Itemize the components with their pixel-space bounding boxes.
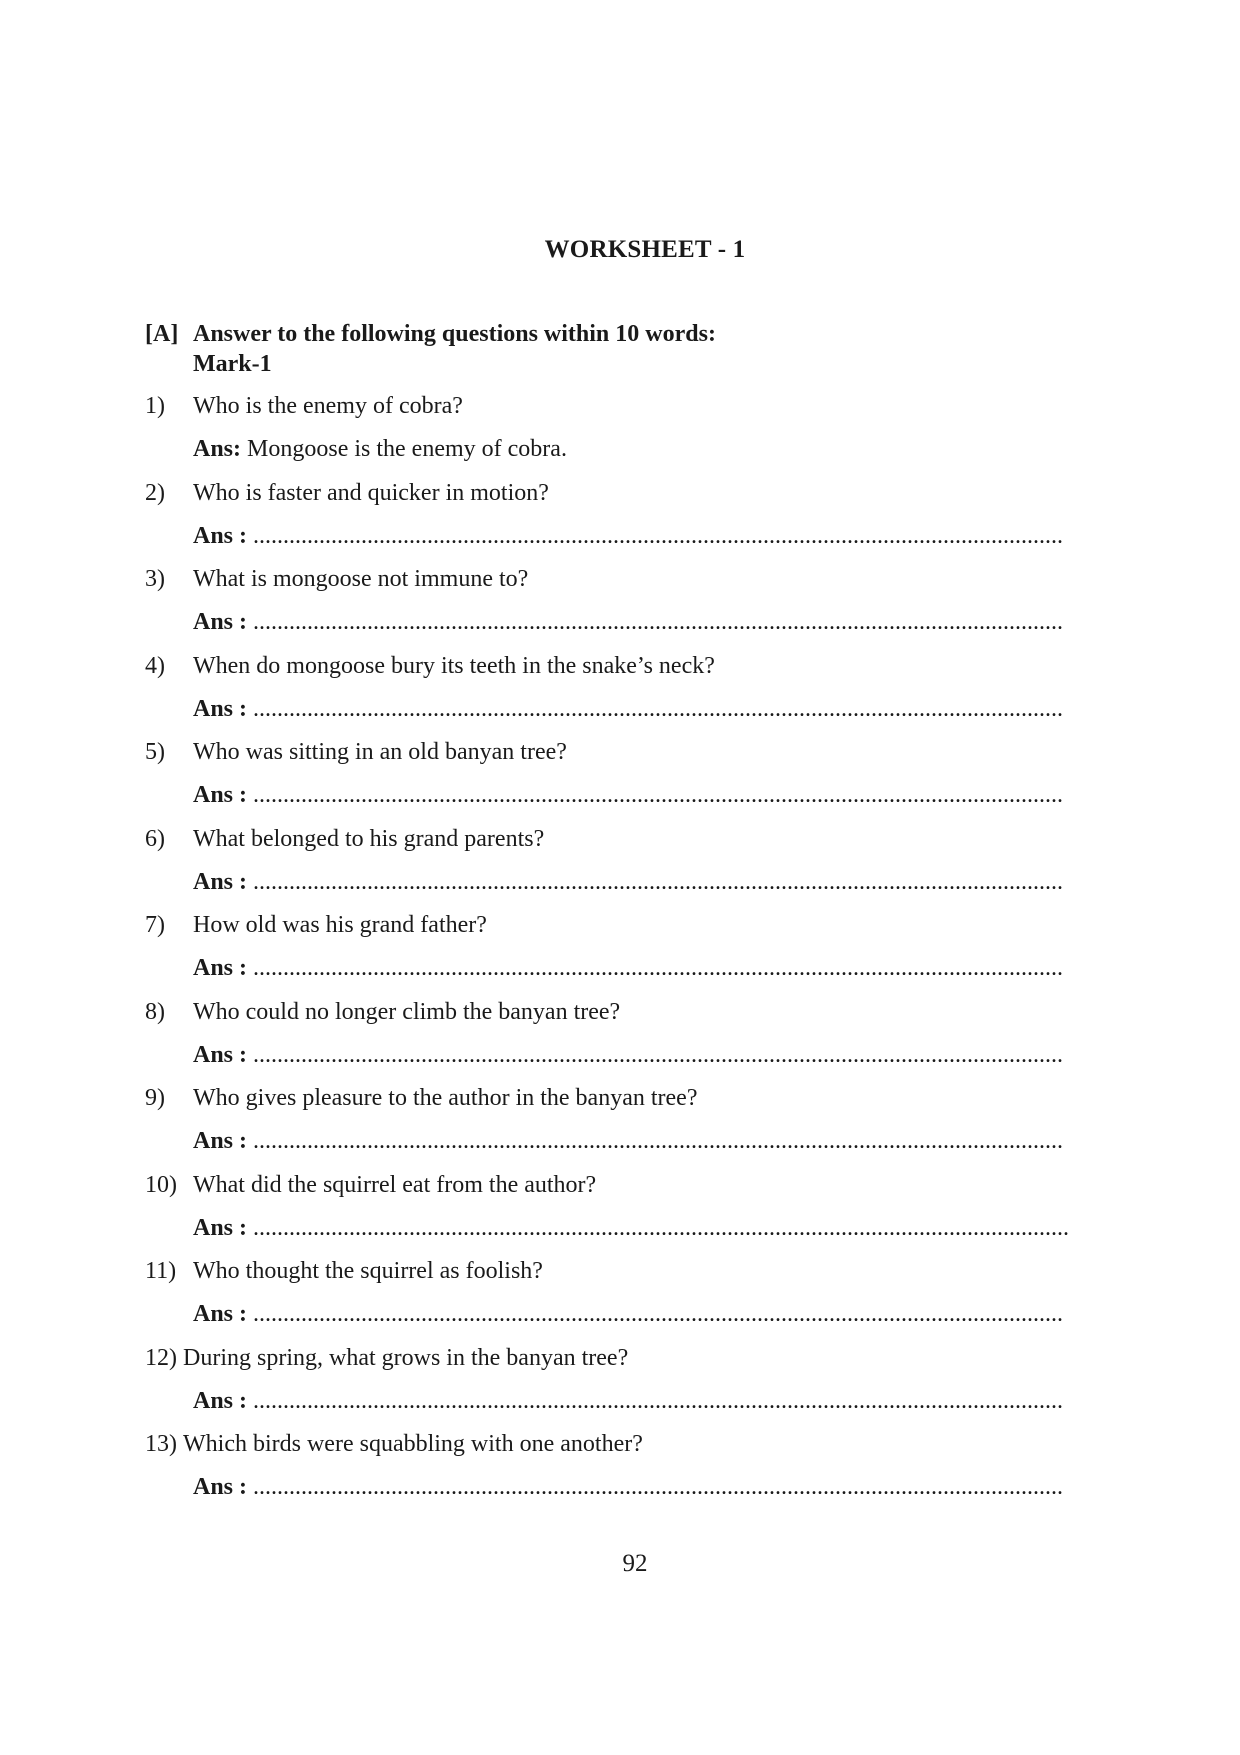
answer-blank[interactable]: ....................................................................................................................................... [247, 1387, 1064, 1414]
question-number: 9) [145, 1085, 165, 1111]
answer-line[interactable] [145, 953, 1105, 996]
question-text: What is mongoose not immune to? [193, 566, 529, 592]
question-number: 2) [145, 479, 165, 506]
question-line [145, 824, 1105, 867]
answer-label: Ans: [193, 436, 242, 462]
answer-label: Ans : [193, 955, 248, 981]
question-text: Who thought the squirrel as foolish? [193, 1258, 543, 1284]
answer-line[interactable] [145, 1386, 1105, 1429]
question-number: 3) [145, 566, 165, 592]
answer-blank[interactable]: ....................................................................................................................................... [247, 782, 1064, 808]
question-item-2 [145, 478, 1105, 565]
question-text: Which birds were squabbling with one another? [183, 1431, 643, 1457]
question-number: 8) [145, 998, 165, 1025]
question-text: Who was sitting in an old banyan tree? [193, 739, 567, 765]
answer-label: Ans : [193, 695, 248, 722]
question-text: What did the squirrel eat from the author? [193, 1171, 597, 1198]
answer-blank[interactable]: ....................................................................................................................................... [247, 522, 1064, 549]
question-number: 5) [145, 739, 165, 765]
question-item-1 [145, 391, 1105, 478]
question-text: How old was his grand father? [193, 912, 487, 938]
answer-label: Ans : [193, 1387, 248, 1414]
section-marks: Mark-1 [193, 351, 272, 377]
question-line [145, 1170, 1105, 1213]
answer-label: Ans : [193, 868, 248, 895]
question-number: 4) [145, 652, 165, 679]
answer-text: Mongoose is the enemy of cobra. [241, 436, 567, 462]
question-line [145, 997, 1105, 1040]
answer-line[interactable] [145, 1040, 1105, 1083]
question-item-13 [145, 1429, 1105, 1516]
question-line [145, 910, 1105, 953]
answer-blank[interactable]: ....................................................................................................................................... [247, 1041, 1064, 1068]
answer-label: Ans : [193, 1474, 248, 1500]
answer-label: Ans : [193, 1301, 248, 1327]
question-line [145, 478, 1105, 521]
question-number: 13) [145, 1431, 177, 1457]
section-heading [145, 319, 1045, 379]
answer-line[interactable] [145, 694, 1105, 737]
question-item-3 [145, 564, 1105, 651]
answer-label: Ans : [193, 782, 248, 808]
question-line [145, 651, 1105, 694]
answer-label: Ans : [193, 522, 248, 549]
question-item-7 [145, 910, 1105, 997]
answer-label: Ans : [193, 1041, 248, 1068]
question-item-6 [145, 824, 1105, 911]
question-text: When do mongoose bury its teeth in the snake’s neck? [193, 652, 715, 679]
answer-line[interactable] [145, 607, 1105, 650]
answer-line [145, 434, 1105, 477]
question-line [145, 1343, 1105, 1386]
question-text: Who is the enemy of cobra? [193, 393, 463, 419]
answer-blank[interactable]: ....................................................................................................................................... [247, 695, 1064, 722]
question-line [145, 391, 1105, 434]
worksheet-title: WORKSHEET - 1 [544, 236, 746, 263]
answer-line[interactable] [145, 867, 1105, 910]
answer-line[interactable] [145, 1472, 1105, 1515]
answer-blank[interactable]: ....................................................................................................................................... [247, 955, 1064, 981]
question-text: During spring, what grows in the banyan tree? [183, 1344, 629, 1371]
question-line [145, 1256, 1105, 1299]
question-item-12 [145, 1343, 1105, 1430]
question-number: 6) [145, 825, 165, 852]
question-number: 12) [145, 1344, 177, 1371]
question-number: 7) [145, 912, 165, 938]
answer-label: Ans : [193, 1128, 248, 1154]
question-item-9 [145, 1083, 1105, 1170]
question-item-10 [145, 1170, 1105, 1257]
question-item-11 [145, 1256, 1105, 1343]
answer-blank[interactable]: ....................................................................................................................................... [247, 1128, 1064, 1154]
question-item-4 [145, 651, 1105, 738]
answer-line[interactable] [145, 521, 1105, 564]
question-item-8 [145, 997, 1105, 1084]
section-instruction: Answer to the following questions within 10 words: [193, 321, 716, 347]
page-number: 92 [622, 1550, 648, 1577]
question-line [145, 564, 1105, 607]
answer-line[interactable] [145, 1299, 1105, 1342]
question-text: Who gives pleasure to the author in the banyan tree? [193, 1085, 698, 1111]
question-number: 11) [145, 1258, 177, 1284]
answer-blank[interactable]: ....................................................................................................................................... [247, 868, 1064, 895]
answer-line[interactable] [145, 780, 1105, 823]
answer-label: Ans : [193, 1214, 248, 1241]
answer-line[interactable] [145, 1213, 1105, 1256]
answer-blank[interactable]: ....................................................................................................................................... [247, 1474, 1064, 1500]
answer-blank[interactable]: ....................................................................................................................................... [247, 609, 1064, 635]
question-list [145, 391, 1105, 1516]
answer-line[interactable] [145, 1126, 1105, 1169]
question-line [145, 1083, 1105, 1126]
question-text: Who is faster and quicker in motion? [193, 479, 549, 506]
question-line [145, 737, 1105, 780]
question-text: What belonged to his grand parents? [193, 825, 545, 852]
question-number: 1) [145, 393, 165, 419]
answer-blank[interactable]: ........................................................................................................................................ [247, 1214, 1070, 1241]
section-tag: [A] [145, 321, 179, 347]
question-line [145, 1429, 1105, 1472]
answer-label: Ans : [193, 609, 248, 635]
question-item-5 [145, 737, 1105, 824]
question-number: 10) [145, 1171, 177, 1198]
question-text: Who could no longer climb the banyan tree? [193, 998, 621, 1025]
answer-blank[interactable]: ....................................................................................................................................... [247, 1301, 1064, 1327]
